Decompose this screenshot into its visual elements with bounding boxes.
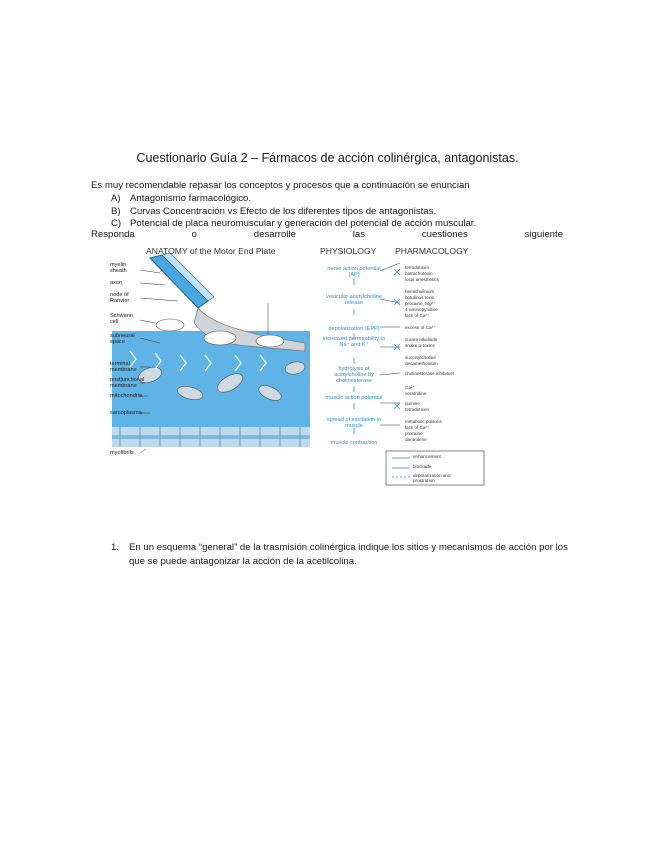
pharmacology-item: botulinus toxin: [405, 295, 435, 300]
list-text: Antagonismo farmacológico.: [130, 193, 252, 204]
legend-item: depolarization and prostration: [413, 473, 451, 483]
physiology-title: PHYSIOLOGY: [320, 246, 377, 256]
physiology-step: increased permeability to Na⁺ and K⁺: [322, 336, 386, 349]
legend-item: enhancement: [413, 454, 441, 459]
pharmacology-item: tetrodotoxin: [405, 265, 430, 270]
pharmacology-item: local anesthetics: [405, 277, 439, 282]
anatomy-label: axon: [110, 280, 123, 286]
topics-list: [111, 193, 476, 231]
page-title: Cuestionario Guía 2 – Fármacos de acción colinérgica, antagonistas.: [136, 151, 519, 165]
physiology-step: nerve action potential (AP): [327, 266, 381, 279]
question-1: [111, 541, 569, 569]
list-text: Curvas Concentración vs Efecto de los diferentes tipos de antagonistas.: [130, 205, 437, 217]
instruction-word: desarrolle: [253, 229, 296, 240]
intro-text: Es muy recomendable repasar los conceptos y procesos que a continuación se enuncian: [91, 180, 470, 191]
instruction-word: cuestiones: [421, 229, 468, 240]
anatomy-label: subneural space: [110, 333, 135, 346]
pharmacology-item: procaine: [405, 431, 423, 436]
anatomy-title: ANATOMY of the Motor End Plate: [146, 246, 276, 256]
anatomy-label: postjunctional membrane: [110, 377, 145, 390]
pharmacology-item: metabolic poisons: [405, 419, 442, 424]
anatomy-label: node of Ranvier: [110, 292, 130, 305]
pharmacology-item: cholinesterase inhibitors: [405, 371, 455, 376]
pharmacology-item: veratridine: [405, 391, 427, 396]
list-marker: A): [111, 193, 121, 204]
instruction-word: siguiente: [524, 229, 563, 240]
anatomy-label: terminal membrane: [110, 361, 137, 374]
anatomy-label: myofibrils: [110, 450, 134, 456]
anatomy-label: sarcoplasma: [110, 410, 142, 416]
anatomy-label: Schwann cell: [110, 313, 134, 326]
pharmacology-item: Ca²⁺: [405, 385, 415, 390]
pharmacology-item: succinylcholine: [405, 355, 436, 360]
pharmacology-item: procaine, Mg²⁺: [405, 301, 436, 306]
list-item: [111, 193, 476, 206]
list-item: [111, 206, 476, 219]
physiology-step: spread of excitation in muscle: [326, 417, 382, 430]
pharmacology-item: tetrodotoxin: [405, 407, 430, 412]
anatomy-label: mitochondria: [110, 393, 143, 399]
instruction-line: [91, 229, 563, 240]
pharmacology-item: curare alkaloids: [405, 337, 438, 342]
pharmacology-item: quinine: [405, 401, 420, 406]
pharmacology-item: batrachotoxin: [405, 271, 433, 276]
question-number: 1.: [111, 542, 120, 553]
physiology-step: hydrolysis of acetylcholine by cholinesterase: [334, 366, 374, 385]
list-marker: C): [111, 218, 122, 230]
pharmacology-item: decamethonium: [405, 361, 438, 366]
pharmacology-item: excess of Ca²⁺: [405, 325, 436, 330]
physiology-step: muscle action potential: [325, 395, 383, 401]
anatomy-label: myelin sheath: [110, 262, 127, 275]
pharmacology-item: dantrolene: [405, 437, 427, 442]
pharmacology-item: lack of Ca²⁺: [405, 425, 430, 430]
pharmacology-item: lack of Ca²⁺: [405, 313, 430, 318]
question-text: En un esquema “general” de la trasmisión colinérgica indique los sitios y mecanismos de acción por los que se puede antagonizar la acción de la acetilcolina.: [129, 542, 568, 567]
physiology-step: vesicular acetylcholine release: [326, 294, 382, 307]
myofibril-bands: [112, 427, 310, 453]
pharmacology-item: hemicholinium: [405, 289, 435, 294]
physiology-step: muscle contraction: [330, 440, 378, 446]
list-text: Potencial de placa neuromuscular y generación del potencial de acción muscular.: [130, 218, 477, 230]
list-marker: B): [111, 205, 121, 217]
pharmacology-item: 4-aminopyridine: [405, 307, 438, 312]
pharmacology-title: PHARMACOLOGY: [395, 246, 469, 256]
physiology-step: depolarization (EPP): [328, 326, 380, 332]
instruction-word: las: [352, 229, 366, 240]
legend-item: blockade: [413, 464, 432, 469]
pharmacology-item: snake α-toxins: [405, 343, 435, 348]
instruction-word: Responda: [91, 229, 135, 240]
instruction-word: o: [191, 229, 197, 240]
